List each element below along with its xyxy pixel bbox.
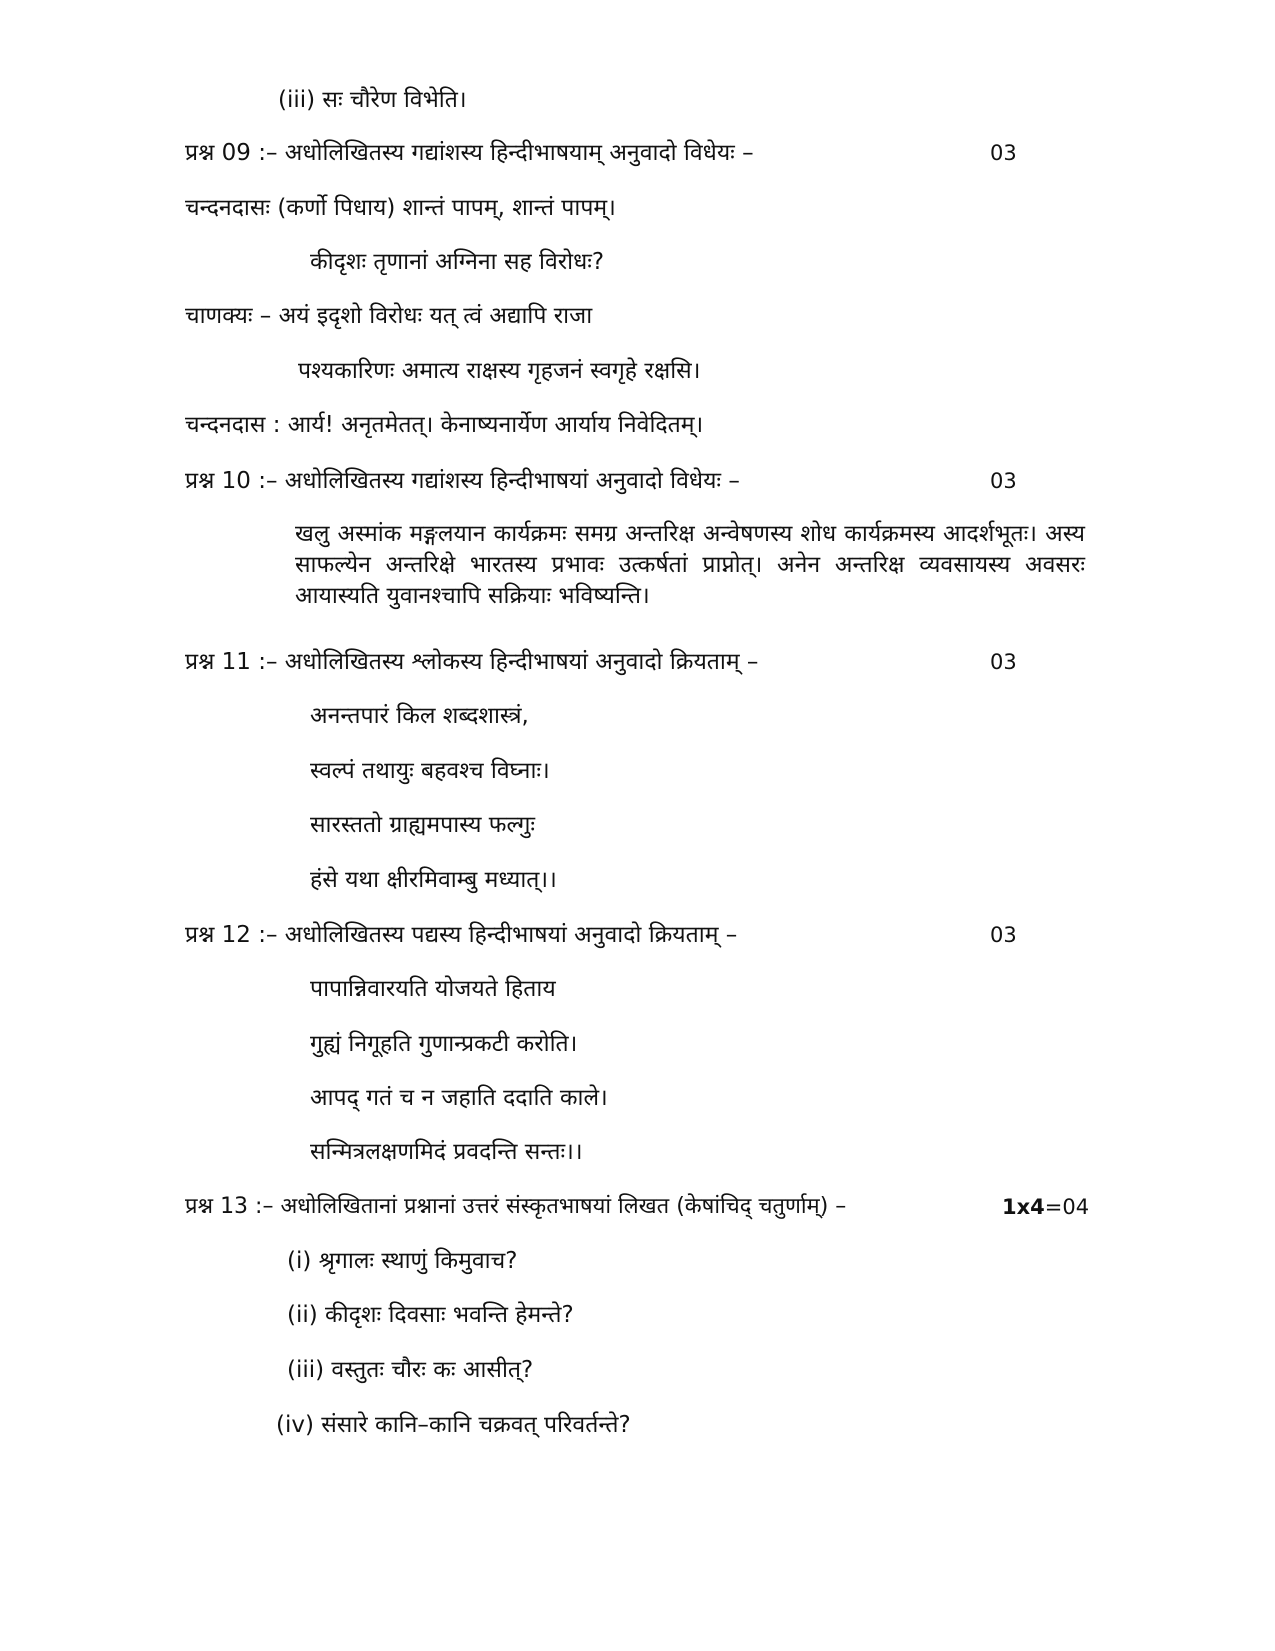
verse-line: सारस्ततो ग्राह्यमपास्य फल्गुः: [310, 812, 536, 838]
verse-line: स्वल्पं तथायुः बहवश्च विघ्नाः।: [310, 758, 550, 784]
dialogue-line: चाणक्यः – अयं इदृशो विरोधः यत् त्वं अद्यापि राजा: [185, 303, 593, 329]
verse-line: पापान्निवारयति योजयते हिताय: [310, 976, 556, 1002]
question-11: प्रश्न 11 :– अधोलिखितस्य श्लोकस्य हिन्दीभाषयां अनुवादो क्रियताम् –: [185, 649, 759, 675]
question-12: प्रश्न 12 :– अधोलिखितस्य पद्यस्य हिन्दीभाषयां अनुवादो क्रियताम् –: [185, 922, 738, 948]
sub-question: (i) श्रृगालः स्थाणुं किमुवाच?: [287, 1248, 518, 1274]
verse-line: सन्मित्रलक्षणमिदं प्रवदन्ति सन्तः।।: [310, 1139, 583, 1165]
dialogue-line: चन्दनदासः (कर्णो पिधाय) शान्तं पापम्, शान्तं पापम्।: [185, 195, 616, 221]
dialogue-line: कीदृशः तृणानां अग्निना सह विरोधः?: [310, 249, 605, 275]
marks-q13: [1002, 1192, 1089, 1222]
verse-line: गुह्यं निगूहति गुणान्प्रकटी करोति।: [310, 1031, 578, 1057]
marks-q11: 03: [990, 650, 1017, 674]
marks-q13-total: =04: [1044, 1195, 1090, 1219]
dialogue-line: पश्यकारिणः अमात्य राक्षस्य गृहजनं स्वगृहे रक्षसि।: [298, 358, 701, 384]
sub-question: (iii) वस्तुतः चौरः कः आसीत्?: [287, 1357, 534, 1383]
marks-q09: 03: [990, 141, 1017, 165]
marks-q12: 03: [990, 923, 1017, 947]
marks-q10: 03: [990, 469, 1017, 493]
question-10: प्रश्न 10 :– अधोलिखितस्य गद्यांशस्य हिन्दीभाषयां अनुवादो विधेयः –: [185, 468, 740, 494]
question-13: प्रश्न 13 :– अधोलिखितानां प्रश्नानां उत्तरं संस्कृतभाषयां लिखत (केषांचिद् चतुर्णाम्) –: [185, 1194, 847, 1219]
sub-item-iii: (iii) सः चौरेण विभेति।: [278, 87, 467, 113]
verse-line: हंसे यथा क्षीरमिवाम्बु मध्यात्।।: [310, 867, 557, 893]
passage-q10: खलु अस्मांक मङ्गलयान कार्यक्रमः समग्र अन्तरिक्ष अन्वेषणस्य शोध कार्यक्रमस्य आदर्शभूतः। अस्य साफल्येन अन्तरिक्षे भारतस्य प्रभावः उत्कर्षतां प्राप्नोत्। अनेन अन्तरिक्ष व्यवसायस्य अवसरः आयास्यति युवानश्चापि सक्रियाः भविष्यन्ति।: [295, 521, 1085, 609]
dialogue-line: चन्दनदास : आर्य! अनृतमेतत्। केनाष्यनार्येण आर्याय निवेदितम्।: [185, 412, 704, 438]
verse-line: अनन्तपारं किल शब्दशास्त्रं,: [310, 703, 529, 729]
sub-question: (ii) कीदृशः दिवसाः भवन्ति हेमन्ते?: [287, 1302, 574, 1328]
sub-question: (iv) संसारे कानि–कानि चक्रवत् परिवर्तन्ते?: [276, 1412, 631, 1438]
verse-line: आपद् गतं च न जहाति ददाति काले।: [310, 1085, 608, 1111]
question-09: प्रश्न 09 :– अधोलिखितस्य गद्यांशस्य हिन्दीभाषयाम् अनुवादो विधेयः –: [185, 140, 754, 166]
marks-q13-formula: 1x4: [1002, 1195, 1045, 1219]
